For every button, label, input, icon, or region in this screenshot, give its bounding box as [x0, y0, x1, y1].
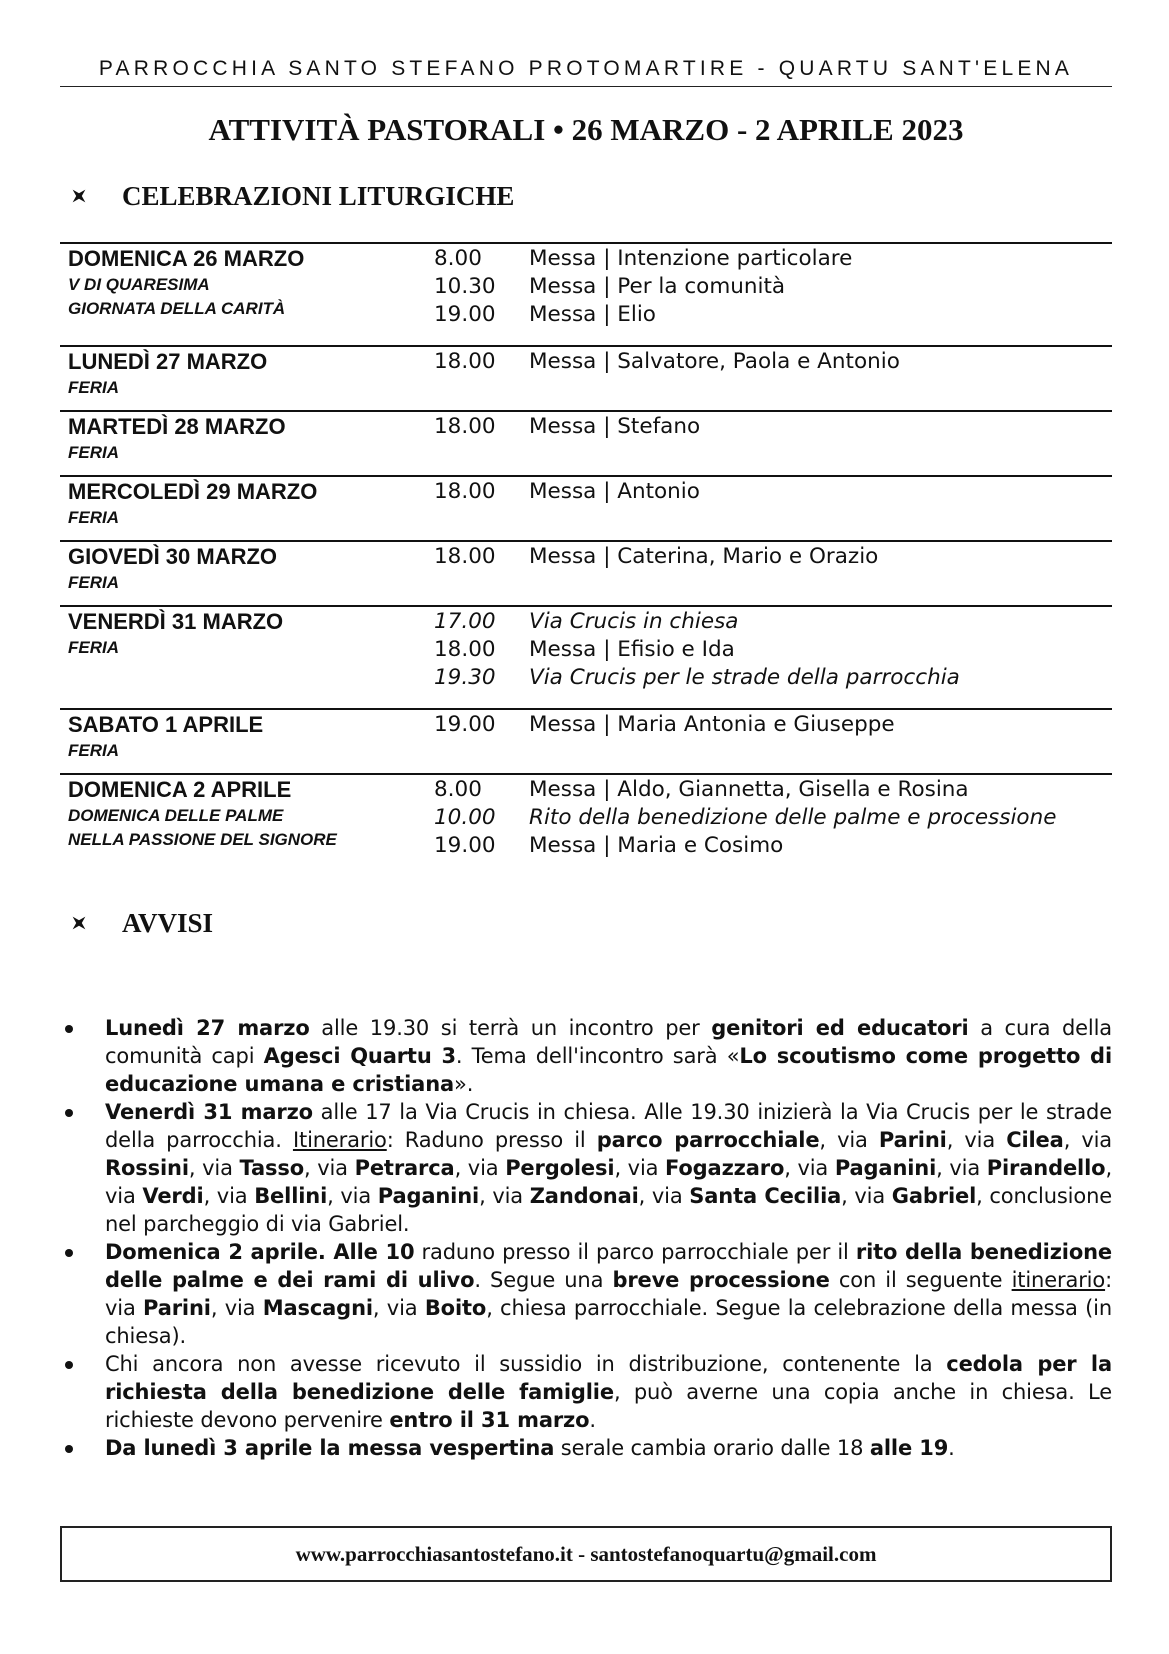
day-info: [68, 478, 418, 530]
notice-text: . Segue una: [474, 1268, 613, 1292]
notice-text: . Tema dell'incontro sarà «: [455, 1044, 740, 1068]
notice-text: , via: [188, 1156, 240, 1180]
notice-text: ».: [454, 1072, 474, 1096]
notice-emphasis: parco parrocchiale: [596, 1128, 820, 1152]
event-time: 8.00: [434, 777, 482, 802]
schedule-event: [434, 413, 700, 441]
notice-emphasis: Petrarca: [354, 1156, 455, 1180]
notice-emphasis: Cilea: [1006, 1128, 1064, 1152]
day-events: [434, 776, 1056, 860]
schedule-day: [60, 708, 1112, 773]
notice-emphasis: Lo scoutismo come progetto di educazione umana e cristiana: [105, 1044, 1112, 1096]
notice-text: con il seguente: [829, 1268, 1012, 1292]
notice-emphasis: cedola per la richiesta della benedizione delle famiglie: [105, 1352, 1112, 1404]
notice-item: [60, 1350, 1112, 1434]
schedule-day: [60, 242, 1112, 345]
notice-emphasis: Bellini: [254, 1184, 328, 1208]
footer-contact-box: [60, 1526, 1112, 1582]
schedule-event: [434, 543, 878, 571]
day-info: [68, 348, 418, 400]
notice-emphasis: Verdi: [142, 1184, 204, 1208]
notice-text: , via: [303, 1156, 355, 1180]
event-description: Messa | Per la comunità: [529, 274, 786, 299]
schedule-day: [60, 345, 1112, 410]
notice-emphasis: entro il 31 marzo: [389, 1408, 590, 1432]
notice-text: , via: [784, 1156, 835, 1180]
schedule-event: [434, 711, 895, 739]
event-description: Messa | Aldo, Giannetta, Gisella e Rosina: [529, 777, 969, 802]
schedule-event: [434, 301, 852, 329]
notice-text: , via: [454, 1156, 506, 1180]
event-description: Messa | Elio: [529, 302, 656, 327]
event-time: 19.00: [434, 833, 496, 858]
liturgical-day: DOMENICA DELLE PALME: [68, 806, 284, 825]
notice-text: : via: [105, 1268, 1112, 1320]
event-time: 18.00: [434, 414, 496, 439]
notice-text: .: [589, 1408, 596, 1432]
day-info: [68, 245, 418, 321]
notice-emphasis: breve processione: [612, 1268, 830, 1292]
notice-emphasis: Boito: [424, 1296, 487, 1320]
day-name: DOMENICA 2 APRILE: [68, 777, 292, 802]
day-name: LUNEDÌ 27 MARZO: [68, 349, 268, 374]
schedule-event: [434, 776, 1056, 804]
notice-emphasis: Domenica 2 aprile. Alle 10: [105, 1240, 415, 1264]
notice-text: , via: [372, 1296, 425, 1320]
bullet-icon: [65, 1445, 73, 1453]
liturgical-day: FERIA: [68, 508, 119, 527]
notice-emphasis: Zandonai: [529, 1184, 639, 1208]
liturgical-day: FERIA: [68, 443, 119, 462]
notice-underlined: itinerario: [1011, 1268, 1106, 1292]
liturgical-day: V DI QUARESIMA: [68, 275, 210, 294]
notice-emphasis: Santa Cecilia: [689, 1184, 842, 1208]
notices: [60, 1014, 1112, 1462]
bullet-icon: [65, 1361, 73, 1369]
notice-emphasis: genitori ed educatori: [711, 1016, 969, 1040]
notice-emphasis: Paganini: [377, 1184, 480, 1208]
day-info: [68, 413, 418, 465]
notice-text: , via: [946, 1128, 1007, 1152]
schedule-day: [60, 475, 1112, 540]
event-description: Rito della benedizione delle palme e processione: [529, 805, 1057, 830]
schedule-event: [434, 478, 700, 506]
notice-text: , via: [1063, 1128, 1113, 1152]
notice-text: , via: [105, 1156, 1112, 1208]
notice-text: alle 17 la Via Crucis in chiesa. Alle 19.30 inizierà la Via Crucis per le strade della parrocchia.: [105, 1100, 1112, 1152]
event-description: Messa | Maria Antonia e Giuseppe: [529, 712, 895, 737]
schedule-event: [434, 664, 960, 692]
event-description: Via Crucis per le strade della parrocchia: [529, 665, 960, 690]
event-time: 18.00: [434, 544, 496, 569]
schedule-event: [434, 636, 960, 664]
event-time: 10.00: [434, 805, 496, 830]
day-info: [68, 776, 418, 852]
schedule-event: [434, 832, 1056, 860]
notice-text: , conclusione nel parcheggio di via Gabriel.: [105, 1184, 1112, 1236]
notice-emphasis: Parini: [878, 1128, 947, 1152]
schedule-event: [434, 245, 852, 273]
notice-text: a cura della comunità capi: [105, 1016, 1112, 1068]
notice-emphasis: Paganini: [834, 1156, 937, 1180]
notice-item: [60, 1014, 1112, 1098]
notice-text: : Raduno presso il: [386, 1128, 597, 1152]
notice-emphasis: Pirandello: [986, 1156, 1106, 1180]
event-time: 10.30: [434, 274, 496, 299]
notice-text: , può averne una copia anche in chiesa. Le richieste devono pervenire: [105, 1380, 1112, 1432]
notice-emphasis: rito della benedizione delle palme e dei rami di ulivo: [105, 1240, 1112, 1292]
day-events: [434, 711, 895, 739]
event-description: Messa | Salvatore, Paola e Antonio: [529, 349, 900, 374]
liturgical-day: FERIA: [68, 573, 119, 592]
event-time: 8.00: [434, 246, 482, 271]
day-name: DOMENICA 26 MARZO: [68, 246, 305, 271]
notice-underlined: Itinerario: [292, 1128, 387, 1152]
day-events: [434, 543, 878, 571]
event-time: 18.00: [434, 637, 496, 662]
day-name: SABATO 1 APRILE: [68, 712, 264, 737]
schedule-day: [60, 540, 1112, 605]
bullet-icon: [65, 1025, 73, 1033]
notice-text: , via: [203, 1184, 255, 1208]
section-heading-avvisi: [70, 903, 213, 943]
notice-emphasis: Gabriel: [891, 1184, 977, 1208]
notice-text: alle 19.30 si terrà un incontro per: [309, 1016, 712, 1040]
day-name: VENERDÌ 31 MARZO: [68, 609, 284, 634]
notice-text: raduno presso il parco parrocchiale per il: [414, 1240, 856, 1264]
liturgical-day: FERIA: [68, 638, 119, 657]
event-time: 19.00: [434, 302, 496, 327]
notice-text: , via: [638, 1184, 690, 1208]
event-description: Via Crucis in chiesa: [529, 609, 739, 634]
bullet-icon: [65, 1109, 73, 1117]
schedule-day: [60, 605, 1112, 708]
notice-text: , via: [841, 1184, 892, 1208]
four-point-star-icon: [70, 914, 88, 932]
event-time: 18.00: [434, 349, 496, 374]
notice-emphasis: Tasso: [239, 1156, 304, 1180]
notice-emphasis: Agesci Quartu 3: [263, 1044, 456, 1068]
notice-text: , via: [479, 1184, 530, 1208]
liturgical-day: FERIA: [68, 378, 119, 397]
notice-emphasis: alle 19: [869, 1436, 949, 1460]
event-description: Messa | Efisio e Ida: [529, 637, 735, 662]
section-title: CELEBRAZIONI LITURGICHE: [122, 180, 515, 211]
liturgical-day: FERIA: [68, 741, 119, 760]
event-time: 18.00: [434, 479, 496, 504]
page-title: ATTIVITÀ PASTORALI • 26 MARZO - 2 APRILE 2023: [208, 112, 964, 147]
event-description: Messa | Caterina, Mario e Orazio: [529, 544, 879, 569]
parish-name: PARROCCHIA SANTO STEFANO PROTOMARTIRE - QUARTU SANT'ELENA: [98, 57, 1074, 80]
notice-emphasis: Lunedì 27 marzo: [105, 1016, 310, 1040]
bullet-icon: [65, 1249, 73, 1257]
event-description: Messa | Intenzione particolare: [529, 246, 853, 271]
day-name: MARTEDÌ 28 MARZO: [68, 414, 286, 439]
day-events: [434, 245, 852, 329]
notice-text: .: [948, 1436, 955, 1460]
schedule-event: [434, 804, 1056, 832]
event-time: 19.30: [434, 665, 496, 690]
four-point-star-icon: [70, 187, 88, 205]
notice-text: Chi ancora non avesse ricevuto il sussidio in distribuzione, contenente la: [105, 1352, 947, 1376]
liturgy-schedule: [60, 242, 1112, 891]
notice-text: , via: [614, 1156, 666, 1180]
liturgical-day: GIORNATA DELLA CARITÀ: [68, 299, 286, 318]
section-title: AVVISI: [122, 907, 214, 938]
notice-item: [60, 1238, 1112, 1350]
section-heading-liturgy: [70, 176, 514, 216]
day-events: [434, 478, 700, 506]
liturgical-day: NELLA PASSIONE DEL SIGNORE: [68, 830, 337, 849]
notice-text: , via: [819, 1128, 879, 1152]
schedule-day: [60, 410, 1112, 475]
notice-text: , via: [936, 1156, 987, 1180]
day-name: GIOVEDÌ 30 MARZO: [68, 544, 278, 569]
event-time: 17.00: [434, 609, 496, 634]
header-rule: [60, 86, 1112, 87]
event-description: Messa | Stefano: [529, 414, 701, 439]
notice-text: , via: [210, 1296, 263, 1320]
schedule-event: [434, 348, 900, 376]
notice-emphasis: Venerdì 31 marzo: [105, 1100, 313, 1124]
day-info: [68, 711, 418, 763]
notice-text: , via: [327, 1184, 378, 1208]
notice-emphasis: Da lunedì 3 aprile la messa vespertina: [105, 1436, 555, 1460]
notices-list: [60, 1014, 1112, 1462]
day-name: MERCOLEDÌ 29 MARZO: [68, 479, 318, 504]
day-info: [68, 543, 418, 595]
schedule-day: [60, 773, 1112, 891]
event-description: Messa | Antonio: [529, 479, 700, 504]
footer-contact: www.parrocchiasantostefano.it - santostefanoquartu@gmail.com: [295, 1541, 877, 1566]
schedule-event: [434, 273, 852, 301]
notice-item: [60, 1434, 1112, 1462]
day-info: [68, 608, 418, 660]
notice-emphasis: Mascagni: [262, 1296, 373, 1320]
notice-emphasis: Pergolesi: [505, 1156, 615, 1180]
event-description: Messa | Maria e Cosimo: [529, 833, 784, 858]
notice-text: , chiesa parrocchiale. Segue la celebrazione della messa (in chiesa).: [105, 1296, 1112, 1348]
notice-item: [60, 1098, 1112, 1238]
notice-text: serale cambia orario dalle 18: [554, 1436, 870, 1460]
schedule-event: [434, 608, 960, 636]
notice-emphasis: Fogazzaro: [665, 1156, 785, 1180]
event-time: 19.00: [434, 712, 496, 737]
day-events: [434, 413, 700, 441]
notice-emphasis: Rossini: [105, 1156, 189, 1180]
day-events: [434, 608, 960, 692]
day-events: [434, 348, 900, 376]
notice-emphasis: Parini: [143, 1296, 211, 1320]
